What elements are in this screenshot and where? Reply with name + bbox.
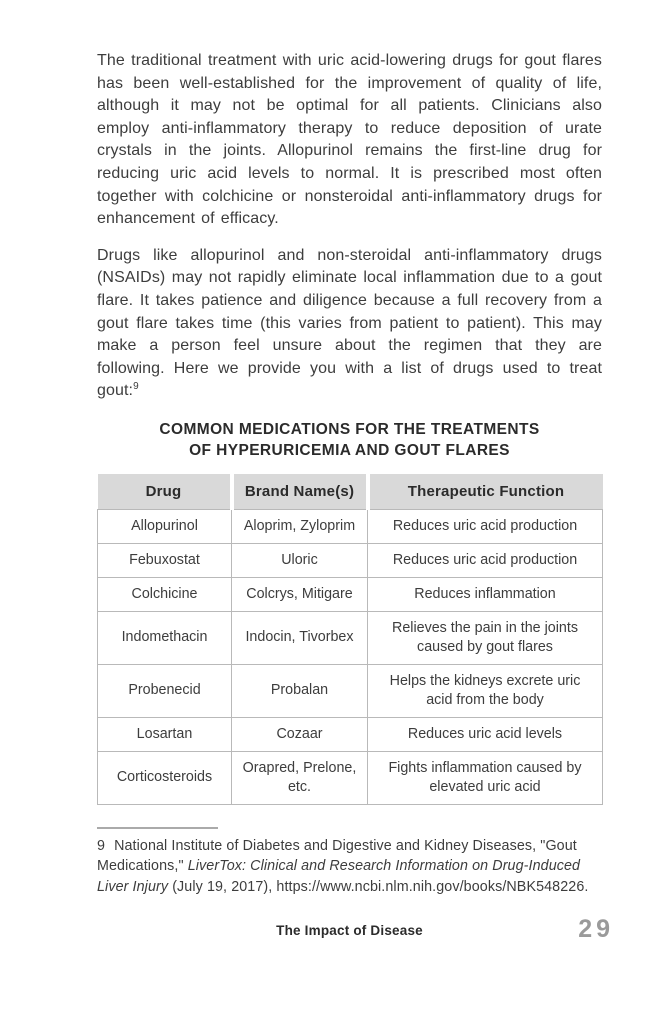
table-cell-brand: Uloric <box>232 543 368 577</box>
table-cell-brand: Probalan <box>232 664 368 717</box>
table-row <box>98 751 603 804</box>
table-header-drug: Drug <box>98 474 232 510</box>
table-header-brand: Brand Name(s) <box>232 474 368 510</box>
table-cell-drug: Indomethacin <box>98 611 232 664</box>
table-title-line1: COMMON MEDICATIONS FOR THE TREATMENTS <box>159 420 540 438</box>
paragraph-drug-patience-text: Drugs like allopurinol and non-steroidal anti-inflammatory drugs (NSAIDs) may not rapidly eliminate local inflammation due to a gout flare. It takes patience and diligence because a full recovery from a gout flare takes time (this varies from patient to patient). This may make a person feel unsure about the regimen that they are following. Here we provide you with a list of drugs used to treat gout: <box>97 246 602 400</box>
table-cell-function: Reduces inflammation <box>368 577 603 611</box>
medications-table <box>97 474 603 805</box>
table-cell-drug: Probenecid <box>98 664 232 717</box>
table-row <box>98 717 603 751</box>
table-cell-brand: Orapred, Prelone, etc. <box>232 751 368 804</box>
table-row <box>98 509 603 543</box>
table-row <box>98 543 603 577</box>
footnote-divider <box>97 827 218 829</box>
table-cell-drug: Colchicine <box>98 577 232 611</box>
table-cell-function: Fights inflammation caused by elevated uric acid <box>368 751 603 804</box>
table-cell-drug: Corticosteroids <box>98 751 232 804</box>
table-cell-function: Helps the kidneys excrete uric acid from the body <box>368 664 603 717</box>
footnote-citation-start: National Institute of Diabetes and Digestive and Kidney Diseases, "Gout Medications," <box>97 837 577 875</box>
page-footer <box>97 915 614 949</box>
table-cell-brand: Cozaar <box>232 717 368 751</box>
table-cell-drug: Febuxostat <box>98 543 232 577</box>
table-cell-function: Reduces uric acid production <box>368 543 603 577</box>
page-number: 29 <box>578 915 614 944</box>
paragraph-treatment-overview: The traditional treatment with uric acid-lowering drugs for gout flares has been well-established for the improvement of quality of life, although it may not be optimal for all patients. Clinicians also employ anti-inflammatory therapy to reduce deposition of urate crystals in the joints. Allopurinol remains the first-line drug for reducing uric acid levels to normal. It is prescribed most often together with colchicine or nonsteroidal anti-inflammatory drugs for enhancement of efficacy. <box>97 52 602 228</box>
footnote-citation-source-italic: LiverTox: Clinical and Research Information on Drug-Induced Liver Injury <box>97 858 581 895</box>
table-cell-function: Reduces uric acid production <box>368 509 603 543</box>
table-title <box>97 419 602 461</box>
running-title: The Impact of Disease <box>276 923 423 939</box>
table-cell-drug: Allopurinol <box>98 509 232 543</box>
paragraph-drug-patience <box>97 245 602 403</box>
table-cell-function: Reduces uric acid levels <box>368 717 603 751</box>
table-cell-function: Relieves the pain in the joints caused by gout flares <box>368 611 603 664</box>
footnote <box>97 836 602 898</box>
footnote-reference-marker: 9 <box>133 381 139 393</box>
table-cell-brand: Aloprim, Zyloprim <box>232 509 368 543</box>
table-row <box>98 577 603 611</box>
table-cell-brand: Indocin, Tivorbex <box>232 611 368 664</box>
table-title-line2: OF HYPERURICEMIA AND GOUT FLARES <box>189 441 510 459</box>
table-row <box>98 611 603 664</box>
footnote-number: 9 <box>97 837 106 854</box>
footnote-citation-end: (July 19, 2017), https://www.ncbi.nlm.nih.gov/books/NBK548226. <box>168 878 589 895</box>
table-header-row <box>98 474 603 510</box>
table-cell-drug: Losartan <box>98 717 232 751</box>
text-block <box>97 50 614 949</box>
table-row <box>98 664 603 717</box>
table-header-function: Therapeutic Function <box>368 474 603 510</box>
table-cell-brand: Colcrys, Mitigare <box>232 577 368 611</box>
